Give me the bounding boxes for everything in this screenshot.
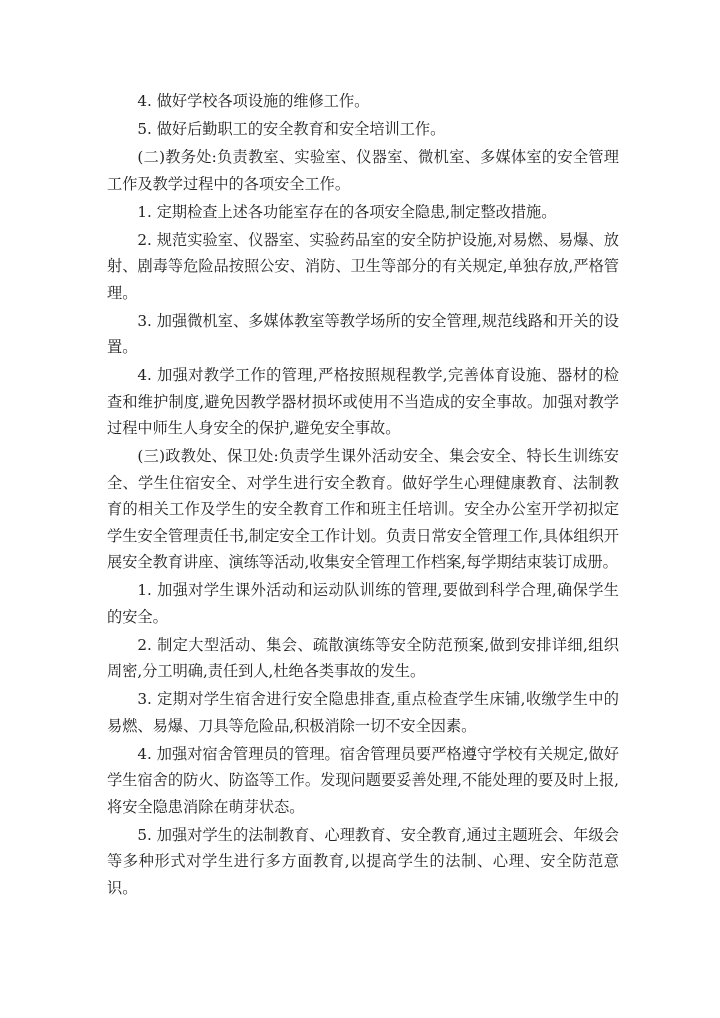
document-body [107,88,619,903]
paragraph-facility-maintenance: 4. 做好学校各项设施的维修工作。 [137,92,370,110]
paragraph-student-item-3: 3. 定期对学生宿舍进行安全隐患排查,重点检查学生床铺,收缴学生中的易燃、易爆、刀具等危险品,积极消除一切不安全因素。 [107,690,619,735]
paragraph-student-item-1: 1. 加强对学生课外活动和运动队训练的管理,要做到科学合理,确保学生的安全。 [107,581,619,626]
paragraph-academic-item-1: 1. 定期检查上述各功能室存在的各项安全隐患,制定整改措施。 [137,202,557,221]
paragraph-staff-training: 5. 做好后勤职工的安全教育和安全培训工作。 [137,120,446,138]
paragraph-academic-affairs-heading: (二)教务处:负责教室、实验室、仪器室、微机室、多媒体室的安全管理工作及教学过程中的各项安全工作。 [107,148,619,193]
paragraph-academic-item-4: 4. 加强对教学工作的管理,严格按照规程教学,完善体育设施、器材的检查和维护制度,避免因教学器材损坏或使用不当造成的安全事故。加强对教学过程中师生人身安全的保护,避免安全事故。 [107,366,619,437]
paragraph-academic-item-3: 3. 加强微机室、多媒体教室等教学场所的安全管理,规范线路和开关的设置。 [107,311,619,356]
paragraph-student-item-5: 5. 加强对学生的法制教育、心理教育、安全教育,通过主题班会、年级会等多种形式对学生进行多方面教育,以提高学生的法制、心理、安全防范意识。 [107,825,619,897]
paragraph-academic-item-2: 2. 规范实验室、仪器室、实验药品室的安全防护设施,对易燃、易爆、放射、剧毒等危险品按照公安、消防、卫生等部分的有关规定,单独存放,严格管理。 [107,230,619,302]
paragraph-student-item-4: 4. 加强对宿舍管理员的管理。宿舍管理员要严格遵守学校有关规定,做好学生宿舍的防火、防盗等工作。发现问题要妥善处理,不能处理的要及时上报,将安全隐患消除在萌芽状态。 [107,744,619,816]
paragraph-student-affairs-heading: (三)政教处、保卫处:负责学生课外活动安全、集会安全、特长生训练安全、学生住宿安全、对学生进行安全教育。做好学生心理健康教育、法制教育的相关工作及学生的安全教育工作和班主任培训。安全办公室开学初拟定学生安全管理责任书,制定安全工作计划。负责日常安全管理工作,具体组织开展安全教育讲座、演练等活动,收集安全管理工作档案,每学期结束装订成册。 [107,447,619,571]
paragraph-student-item-2: 2. 制定大型活动、集会、疏散演练等安全防范预案,做到安排详细,组织周密,分工明确,责任到人,杜绝各类事故的发生。 [107,635,619,680]
